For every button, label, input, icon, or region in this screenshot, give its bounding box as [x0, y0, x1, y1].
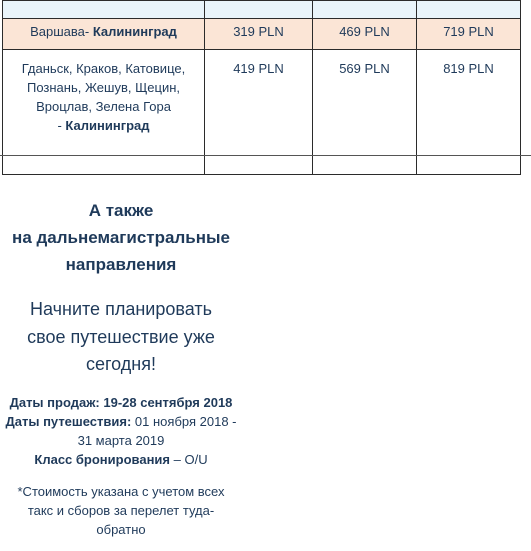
promo-title — [0, 197, 242, 278]
route-origin-line: Гданьск, Краков, Катовице, — [21, 61, 186, 76]
sales-dates-value: 19-28 сентября 2018 — [103, 394, 233, 410]
header-cell — [3, 1, 205, 19]
route-cell — [3, 19, 205, 50]
promo-block — [0, 197, 242, 539]
promo-title-line: направления — [65, 255, 177, 274]
header-cell — [205, 1, 313, 19]
booking-class — [0, 450, 242, 469]
route-origin-line: Познань, Жешув, Щецин, — [26, 80, 181, 95]
route-origin: Варшава- — [30, 24, 93, 39]
price-footnote: *Стоимость указана с учетом всех такс и сборов за перелет туда-обратно — [17, 483, 225, 537]
promo-subtitle — [0, 296, 242, 379]
table-row — [3, 19, 521, 50]
price-cell: 569 PLN — [313, 50, 417, 175]
price-cell: 819 PLN — [417, 50, 521, 175]
route-origin-line: Вроцлав, Зелена Гора — [36, 99, 171, 114]
travel-dates-value: 01 ноября 2018 - — [131, 413, 237, 429]
route-dash: - — [57, 118, 66, 133]
price-cell: 419 PLN — [205, 50, 313, 175]
travel-dates — [0, 412, 242, 431]
booking-class-label: Класс бронирования — [34, 451, 171, 467]
promo-title-line: на дальнемагистральные — [12, 228, 230, 247]
promo-subtitle-line: свое путешествие уже — [27, 326, 215, 347]
sales-dates-label: Даты продаж: — [9, 394, 104, 410]
price-cell: 719 PLN — [417, 19, 521, 50]
travel-dates-label: Даты путешествия: — [5, 413, 132, 429]
price-cell: 319 PLN — [205, 19, 313, 50]
promo-subtitle-line: сегодня! — [86, 354, 156, 374]
promo-subtitle-line: Начните планировать — [30, 299, 212, 319]
booking-class-value: – O/U — [170, 451, 208, 467]
section-divider — [0, 155, 531, 156]
sales-dates — [0, 393, 242, 412]
route-destination: Калининград — [65, 118, 150, 133]
table-header-row — [3, 1, 521, 19]
header-cell — [417, 1, 521, 19]
route-destination: Калининград — [92, 24, 177, 39]
price-cell: 469 PLN — [313, 19, 417, 50]
promo-details — [0, 393, 242, 469]
fare-table — [2, 0, 521, 175]
promo-title-line: А также — [88, 201, 154, 220]
header-cell — [313, 1, 417, 19]
travel-dates-end: 31 марта 2019 — [77, 432, 165, 448]
